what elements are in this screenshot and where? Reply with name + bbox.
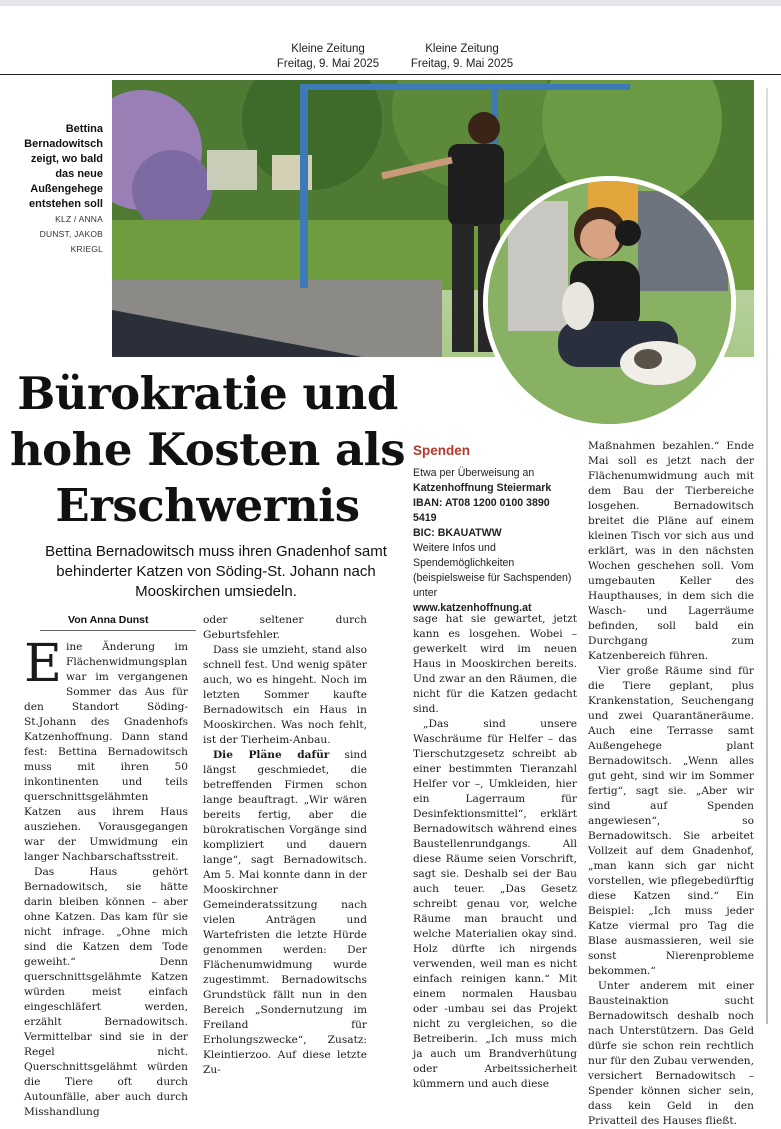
drop-cap: E bbox=[24, 634, 62, 694]
paragraph bbox=[24, 634, 188, 865]
inset-photo bbox=[483, 176, 736, 429]
paragraph: Vier große Räume sind für die Tiere geplant, plus Krankenstation, Seuchengang und zwei Quarantäneräume. Auch eine Terrasse samt Außengehege plant Bernadowitsch. „Wenn alles gut geht, sind wir im Sommer fertig“, sagt sie. „Aber wir sind auf Spenden angewiesen“, so Bernadowitsch. Sie arbeitet Vollzeit auf dem Gnadenhof, „man kann sich gar nicht vorstellen, wie pflegebedürftig diese Katzen sind.“ Ein Beispiel: „Ich muss jeder Katze viermal pro Tag die Blase ausmassieren, weil sie sonst Nierenprobleme bekommen.“ bbox=[588, 665, 754, 977]
donation-box bbox=[413, 443, 573, 616]
paragraph: Das Haus gehört Bernadowitsch, sie hätte darin bleiben können – aber ohne Katzen. Das kam für sie nicht infrage. „Ohne mich sind die Katzen dem Tode geweiht.“ Denn querschnittsgelähmte Katzen würden meist einfach eingeschläfert werden, erzählt Bernadowitsch. Vermittelbar sind sie in der Regel nicht. Querschnittsgelähmt würden die Tiere oft durch Autounfälle, aber auch durch Misshandlung bbox=[24, 866, 188, 1118]
photo-caption bbox=[23, 122, 103, 257]
donation-recipient: Katzenhoffnung Steiermark bbox=[413, 482, 552, 494]
article-column-1 bbox=[24, 634, 188, 1120]
page-edge bbox=[766, 88, 768, 1024]
top-bar bbox=[0, 0, 781, 6]
header-right bbox=[407, 42, 517, 72]
paragraph-text: sind längst geschmiedet, die betreffenden Firmen schon lange beauftragt. „Wir wären bereits fertig, aber die bürokratischen Vorgänge sind kompliziert und dauern lange“, sagt Bernadowitsch. Am 5. Mai konnte dann in der Mooskirchner Gemeinderatssitzung nach vielen Anträgen und Wartefristen die letzte Hürde genommen werden: Der Flächenumwidmung wurde zugestimmt. Bernadowitschs Grundstück fällt nun in den Bereich „Sondernutzung im Freiland für Erholungszwecke“, Zusatz: Kleintierzoo. Auf diese letzte Zu- bbox=[203, 749, 367, 1076]
page-header bbox=[0, 42, 781, 76]
header-left bbox=[273, 42, 383, 72]
paragraph: „Das sind unsere Waschräume für Helfer – das Tierschutzgesetz schreibt ab einer bestimmten Tieranzahl Helfer vor –, Umkleiden, hier ein Lagerraum für Desinfektionsmittel“, erklärt Bernadowitsch während eines Baustellenrundgangs. All diese Räume seien Vorschrift, sagt sie. Deshalb sei der Bau auch teuer. „Das Gesetz schreibt genau vor, welche Räume man braucht und welche Materialien okay sind. Holz dürfte ich nirgends verwenden, weil man es nicht einfach reinigen kann.“ Mit einem normalen Hausbau oder -umbau sei das Projekt nicht zu vergleichen, so die Betreiberin. „Ich muss mich ja auch um Brandverhütung oder Arbeitssicherheit kümmern und auch diese bbox=[413, 718, 577, 1090]
header-date: Freitag, 9. Mai 2025 bbox=[410, 58, 514, 70]
paragraph bbox=[203, 748, 367, 1078]
donation-url[interactable]: www.katzenhoffnung.at bbox=[413, 602, 532, 614]
paragraph: sage hat sie gewartet, jetzt kann es losgehen. Wobei – gewerkelt wird im neuen Haus in Mooskirchen bereits. Und zwar an den Räumen, die nicht für die Katzen gedacht sind. bbox=[413, 613, 577, 715]
article-deck: Bettina Bernadowitsch muss ihren Gnadenhof samt behinderter Katzen von Söding-St. Johann nach Mooskirchen umsiedeln. bbox=[45, 543, 387, 600]
donation-iban: IBAN: AT08 1200 0100 3890 5419 bbox=[413, 497, 550, 524]
cats-photo-illustration bbox=[488, 181, 731, 424]
header-paper-name: Kleine Zeitung bbox=[425, 43, 499, 55]
paragraph-text: ine Änderung im Flächenwidmungsplan war im vergangenen Sommer das Aus für den Standort Söding-St.Johann des Gnadenhofs Katzenhoffnung. Dann stand fest: Bettina Bernadowitsch muss mit ihren 50 inkontinenten und teils querschnittsgelähmten Katzen aus ihrem Haus ausziehen. Vorausgegangen war der Umwidmung ein langer Nachbarschaftsstreit. bbox=[24, 641, 188, 863]
donation-intro: Etwa per Überweisung an bbox=[413, 467, 535, 479]
article-column-4 bbox=[588, 439, 754, 1129]
header-date: Freitag, 9. Mai 2025 bbox=[276, 58, 380, 70]
header-paper-name: Kleine Zeitung bbox=[291, 43, 365, 55]
header-divider bbox=[0, 74, 781, 75]
paragraph: Dass sie umzieht, stand also schnell fest. Und wenig später auch, wo es hingeht. Noch im letzten Sommer kaufte Bernadowitsch ein Haus in Mooskirchen. Was noch fehlt, ist der Tierheim-Anbau. bbox=[203, 644, 367, 746]
article-column-3 bbox=[413, 612, 577, 1092]
byline-divider bbox=[40, 630, 196, 631]
paragraph-lead: Die Pläne dafür bbox=[213, 749, 330, 761]
donation-title: Spenden bbox=[413, 443, 471, 458]
paragraph: Unter anderem mit einer Bausteinaktion sucht Bernadowitsch deshalb noch nach Unterstützern. Das Geld dürfe sie schon rein rechtlich nur für den Zubau verwenden, versichert Bernadowitsch – Spender können sicher sein, dass kein Geld in den Privatteil des Hauses fließt. bbox=[588, 980, 754, 1127]
paragraph: oder seltener durch Geburtsfehler. bbox=[203, 614, 367, 641]
donation-more-info: Weitere Infos und Spendemöglichkeiten (beispielsweise für Sachspenden) unter bbox=[413, 542, 572, 599]
photo-credit: KLZ / ANNA DUNST, JAKOB KRIEGL bbox=[39, 214, 103, 254]
article-headline: Bürokratie und hohe Kosten als Erschwernis bbox=[9, 367, 406, 532]
donation-bic: BIC: BKAUATWW bbox=[413, 527, 502, 539]
article-column-2 bbox=[203, 613, 367, 1078]
paragraph: Maßnahmen bezahlen.“ Ende Mai soll es jetzt nach der Flächenumwidmung auch mit dem Bau der Tierbereiche losgehen. Bernadowitsch breitet die Pläne auf einem kleinen Tisch vor sich aus und erklärt, was in den nächsten Wochen geschehen soll. Vom umgebauten Keller des Haupthauses, in dem sich die Wasch- und Lagerräume befinden, soll bald ein Durchgang zum Katzenbereich führen. bbox=[588, 440, 754, 662]
caption-text: Bettina Bernadowitsch zeigt, wo bald das neue Außengehege entstehen soll bbox=[24, 123, 103, 210]
article-byline: Von Anna Dunst bbox=[68, 614, 149, 626]
